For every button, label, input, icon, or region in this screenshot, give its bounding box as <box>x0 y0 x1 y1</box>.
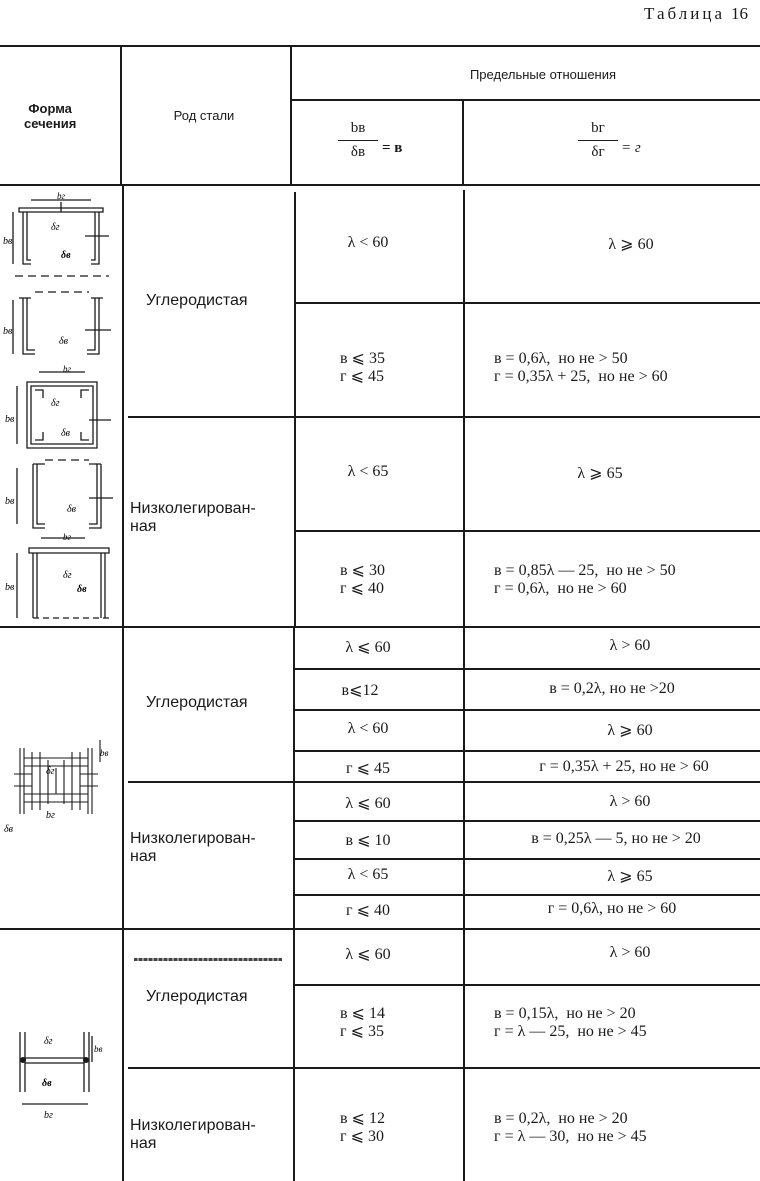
dim-label: bг <box>63 532 72 542</box>
dim-label: δв <box>61 250 71 261</box>
row-divider <box>295 530 760 532</box>
col-divider <box>462 99 464 185</box>
section-diagram-box-open <box>5 460 117 532</box>
dim-label: δв <box>59 336 68 347</box>
header-divider <box>290 99 760 101</box>
dim-label: δв <box>4 824 13 835</box>
col-divider <box>122 930 124 1181</box>
row-divider <box>295 858 760 860</box>
header-steel-type: Род стали <box>173 108 235 123</box>
cell-right: λ ⩾ 65 <box>577 465 623 482</box>
ratio-g-numerator: bг <box>591 120 605 136</box>
cell-left: λ < 60 <box>347 234 389 251</box>
row-divider <box>295 668 760 670</box>
col-divider <box>290 45 292 185</box>
section-diagram-box <box>5 364 117 460</box>
cell-left: λ < 65 <box>347 463 389 480</box>
cell-right: в = 0,15λ, но не > 20 г = λ — 25, но не > 45 <box>494 1005 647 1040</box>
table-top-border <box>0 45 760 47</box>
dim-label: bв <box>100 748 109 758</box>
cell-right: λ ⩾ 60 <box>607 722 653 739</box>
dim-label: bв <box>3 236 13 247</box>
section-diagram-channel-open <box>5 290 117 362</box>
dim-label: δг <box>63 570 72 581</box>
section-diagram-plate <box>5 532 117 624</box>
section-diagram-lattice <box>2 738 118 838</box>
cell-right: λ > 60 <box>609 793 651 810</box>
header-section-shape: Форма сечения <box>24 101 77 131</box>
cell-left: в ⩽ 30 г ⩽ 40 <box>340 562 385 597</box>
cell-left: λ ⩽ 60 <box>345 946 391 963</box>
dim-label: δв <box>67 504 76 515</box>
cell-right: г = 0,6λ, но не > 60 <box>547 900 677 917</box>
group-divider <box>0 928 760 930</box>
row-divider <box>295 750 760 752</box>
dim-label: bг <box>63 364 72 374</box>
col-divider <box>293 930 295 1181</box>
dim-label: bв <box>94 1044 103 1054</box>
dim-label: δв <box>61 428 70 439</box>
dim-label: δг <box>51 398 60 409</box>
cell-right: в = 0,6λ, но не > 50 г = 0,35λ + 25, но не > 60 <box>494 350 668 385</box>
row-divider <box>295 984 760 986</box>
col-divider <box>294 192 296 626</box>
row-divider <box>295 894 760 896</box>
dim-label: δг <box>44 1036 53 1047</box>
ratio-v-fraction <box>338 120 378 161</box>
cell-left: в⩽12 <box>341 682 379 699</box>
dim-label: δг <box>51 222 60 233</box>
cell-left: г ⩽ 40 <box>346 902 390 919</box>
caption-word: Таблица <box>644 4 725 23</box>
ratio-g-fraction <box>578 120 618 161</box>
cell-right: λ ⩾ 65 <box>607 868 653 885</box>
cell-left: в ⩽ 12 г ⩽ 30 <box>340 1110 385 1145</box>
row-divider <box>295 709 760 711</box>
dim-label: bв <box>5 414 15 425</box>
header-bottom-border <box>0 184 760 186</box>
cell-right: λ > 60 <box>609 637 651 654</box>
cell-right: λ ⩾ 60 <box>608 236 654 253</box>
dim-label: δв <box>77 584 87 595</box>
cell-right: в = 0,2λ, но не > 20 г = λ — 30, но не > 45 <box>494 1110 647 1145</box>
dim-label: δг <box>46 766 55 777</box>
col-divider <box>463 628 465 928</box>
section-diagram-welded <box>8 1022 118 1122</box>
caption-number: 16 <box>731 4 748 23</box>
cell-left: λ ⩽ 60 <box>345 639 391 656</box>
steel-name: Низколегирован- ная <box>130 830 256 865</box>
steel-name: Низколегирован- ная <box>130 1117 256 1152</box>
ratio-v-denominator: δв <box>350 144 366 161</box>
ratio-v-eq: = в <box>382 140 403 156</box>
col-divider <box>122 186 124 626</box>
ratio-g-denominator: δг <box>591 144 605 161</box>
dim-label: bг <box>46 810 55 821</box>
cell-right: в = 0,2λ, но не >20 <box>549 680 675 697</box>
cell-left: λ < 65 <box>347 866 389 883</box>
cell-left: в ⩽ 14 г ⩽ 35 <box>340 1005 385 1040</box>
steel-divider <box>128 416 760 418</box>
decorative-rule <box>134 958 282 961</box>
cell-left: в ⩽ 10 <box>345 832 391 849</box>
cell-right: λ > 60 <box>609 944 651 961</box>
cell-right: в = 0,85λ — 25, но не > 50 г = 0,6λ, но не > 60 <box>494 562 676 597</box>
col-divider <box>463 190 465 626</box>
cell-right: г = 0,35λ + 25, но не > 60 <box>539 758 709 775</box>
header-limit-ratios: Предельные отношения <box>469 67 617 82</box>
group-divider <box>0 626 760 628</box>
table-caption <box>644 4 748 24</box>
dim-label: bв <box>3 326 13 337</box>
col-divider <box>120 45 122 185</box>
row-divider <box>295 820 760 822</box>
cell-left: λ ⩽ 60 <box>345 795 391 812</box>
cell-left: λ < 60 <box>347 720 389 737</box>
section-diagram-channel <box>5 192 117 280</box>
steel-name: Углеродистая <box>146 988 248 1005</box>
col-divider <box>293 628 295 928</box>
cell-right: в = 0,25λ — 5, но не > 20 <box>531 830 701 847</box>
col-divider <box>463 930 465 1181</box>
ratio-g-eq: = г <box>621 140 641 156</box>
col-divider <box>122 628 124 928</box>
dim-label: bг <box>57 191 66 201</box>
ratio-v-numerator: bв <box>350 120 366 136</box>
steel-name: Низколегирован- ная <box>130 500 256 535</box>
cell-left: в ⩽ 35 г ⩽ 45 <box>340 350 385 385</box>
steel-name: Углеродистая <box>146 694 248 711</box>
cell-left: г ⩽ 45 <box>346 760 390 777</box>
steel-name: Углеродистая <box>146 292 248 309</box>
dim-label: bв <box>5 582 15 593</box>
dim-label: bг <box>44 1110 53 1121</box>
row-divider <box>295 302 760 304</box>
steel-divider <box>128 1067 760 1069</box>
dim-label: bв <box>5 496 15 507</box>
dim-label: δв <box>42 1078 52 1089</box>
steel-divider <box>128 781 760 783</box>
